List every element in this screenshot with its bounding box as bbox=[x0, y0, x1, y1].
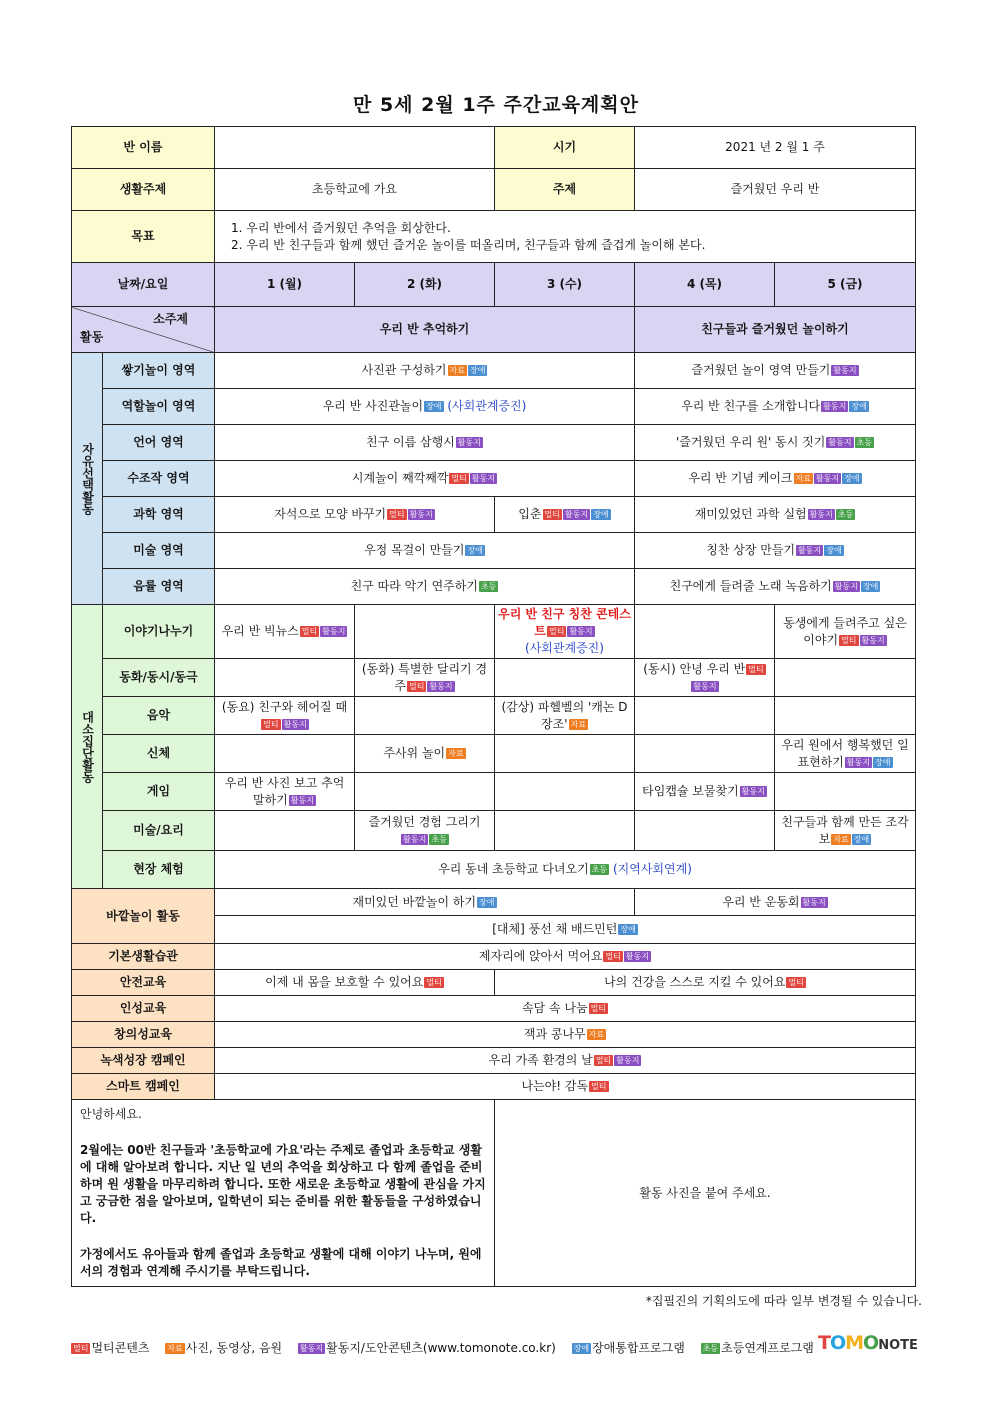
period-value: 2021 년 2 월 1 주 bbox=[635, 127, 916, 169]
day-tue: 2 (화) bbox=[355, 263, 495, 307]
subtopic-row bbox=[72, 307, 916, 353]
habits-row bbox=[72, 944, 916, 970]
activity-cell: '즐거웠던 우리 원' 동시 짓기 활동지 초등 bbox=[635, 425, 916, 461]
field-label: 현장 체험 bbox=[103, 851, 215, 889]
empty-cell bbox=[635, 811, 775, 851]
empty-cell bbox=[775, 659, 916, 697]
area-label: 미술 영역 bbox=[103, 533, 215, 569]
activity-cell: 타임캡슐 보물찾기 활동지 bbox=[635, 773, 775, 811]
empty-cell bbox=[215, 811, 355, 851]
empty-cell bbox=[495, 659, 635, 697]
empty-cell bbox=[355, 697, 495, 735]
activity-cell: 제자리에 앉아서 먹어요 멀티 활동지 bbox=[215, 944, 916, 970]
activity-cell: (동화) 특별한 달리기 경주 멀티 활동지 bbox=[355, 659, 495, 697]
free-play-row bbox=[72, 497, 916, 533]
activity-cell: 친구들과 함께 만든 조각보 자료 장애 bbox=[775, 811, 916, 851]
tomonote-logo: TOMONOTE bbox=[818, 1332, 918, 1354]
fairy-label: 동화/동시/동극 bbox=[103, 659, 215, 697]
area-label: 역할놀이 영역 bbox=[103, 389, 215, 425]
day-thu: 4 (목) bbox=[635, 263, 775, 307]
body-label: 신체 bbox=[103, 735, 215, 773]
goal-item: 1. 우리 반에서 즐거웠던 추억을 회상한다. bbox=[231, 220, 451, 235]
green-row bbox=[72, 1048, 916, 1074]
activity-cell: 즐거웠던 놀이 영역 만들기 활동지 bbox=[635, 353, 916, 389]
weekly-plan-table bbox=[71, 126, 916, 1287]
day-fri: 5 (금) bbox=[775, 263, 916, 307]
notice-row bbox=[72, 1100, 916, 1287]
theme-label: 주제 bbox=[495, 169, 635, 211]
group-activities-label: 대소집단활동 bbox=[72, 605, 103, 889]
tag-activity: 활동지 bbox=[833, 366, 857, 375]
theme-row bbox=[72, 169, 916, 211]
green-label: 녹색성장 캠페인 bbox=[72, 1048, 215, 1074]
life-theme-value: 초등학교에 가요 bbox=[215, 169, 495, 211]
theme-value: 즐거웠던 우리 반 bbox=[635, 169, 916, 211]
class-value bbox=[215, 127, 495, 169]
empty-cell bbox=[355, 773, 495, 811]
parent-notice bbox=[72, 1100, 495, 1287]
group-row-game bbox=[72, 773, 916, 811]
activity-cell: (감상) 파헬벨의 '캐논 D장조' 자료 bbox=[495, 697, 635, 735]
safety-label: 안전교육 bbox=[72, 970, 215, 996]
legend-item: 초등 초등연계프로그램 bbox=[702, 1341, 814, 1355]
group-row-fairy bbox=[72, 659, 916, 697]
tag-elementary: 초등 bbox=[856, 438, 873, 447]
activity-cell: 우리 반 친구 칭찬 콘테스트 멀티 활동지 (사회관계증진) bbox=[495, 605, 635, 659]
notice-paragraph: 가정에서도 유아들과 함께 졸업과 초등학교 생활에 대해 이야기 나누며, 원에서의 경험과 연계해 주시기를 부탁드립니다. bbox=[80, 1247, 482, 1278]
legend bbox=[71, 1339, 826, 1356]
empty-cell bbox=[775, 697, 916, 735]
character-row bbox=[72, 996, 916, 1022]
empty-cell bbox=[495, 735, 635, 773]
area-label: 쌓기놀이 영역 bbox=[103, 353, 215, 389]
activity-cell: [대체] 풍선 채 배드민턴 장애 bbox=[215, 916, 916, 944]
free-play-group-label: 자유선택활동 bbox=[72, 353, 103, 605]
activity-cell: 우리 반 사진관놀이 장애 (사회관계증진) bbox=[215, 389, 635, 425]
music-label: 음악 bbox=[103, 697, 215, 735]
goal-row bbox=[72, 211, 916, 263]
activity-cell: 우리 가족 환경의 날 멀티 활동지 bbox=[215, 1048, 916, 1074]
empty-cell bbox=[215, 735, 355, 773]
smart-label: 스마트 캠페인 bbox=[72, 1074, 215, 1100]
legend-item: 장애 장애통합프로그램 bbox=[573, 1341, 685, 1355]
goal-item: 2. 우리 반 친구들과 함께 했던 즐거운 놀이를 떠올리며, 친구들과 함께 즐겁게 놀이해 본다. bbox=[231, 237, 706, 252]
smart-row bbox=[72, 1074, 916, 1100]
empty-cell bbox=[495, 811, 635, 851]
free-play-row bbox=[72, 353, 916, 389]
activity-cell: 우리 동네 초등학교 다녀오기 초등 (지역사회연계) bbox=[215, 851, 916, 889]
art-label: 미술/요리 bbox=[103, 811, 215, 851]
footnote: *집필진의 기획의도에 따라 일부 변경될 수 있습니다. bbox=[645, 1294, 922, 1308]
activity-cell: 재미있던 바깥놀이 하기 장애 bbox=[215, 889, 635, 916]
safety-row bbox=[72, 970, 916, 996]
empty-cell bbox=[635, 605, 775, 659]
tag-multi: 멀티 bbox=[451, 474, 467, 483]
activity-cell: 즐거웠던 경험 그리기활동지 초등 bbox=[355, 811, 495, 851]
legend-item: 활동지 활동지/도안콘텐츠(www.tomonote.co.kr) bbox=[299, 1341, 556, 1355]
notice-paragraph: 2월에는 00반 친구들과 '초등학교에 가요'라는 주제로 졸업과 초등학교 생활에 대해 알아보려 합니다. 지난 일 년의 추억을 회상하고 다 함께 졸업을 준비하며 원 생활을 마무리하려 합니다. 또한 새로운 초등학교 생활에 관심을 가지고 궁금한 점을 알아보며, 일학년이 되는 준비를 위한 활동들을 구성하였습니다. bbox=[80, 1143, 486, 1225]
activity-cell: 우리 원에서 행복했던 일 표현하기 활동지 장애 bbox=[775, 735, 916, 773]
tag-resource: 자료 bbox=[449, 366, 465, 375]
activity-cell: 우리 반 친구를 소개합니다 활동지 장애 bbox=[635, 389, 916, 425]
area-label: 과학 영역 bbox=[103, 497, 215, 533]
day-wed: 3 (수) bbox=[495, 263, 635, 307]
activity-cell: 우리 반 빅뉴스 멀티 활동지 bbox=[215, 605, 355, 659]
empty-cell bbox=[635, 697, 775, 735]
group-row-story bbox=[72, 605, 916, 659]
free-play-row bbox=[72, 569, 916, 605]
activity-cell: 나는야! 감독 멀티 bbox=[215, 1074, 916, 1100]
activity-cell: 시계놀이 째깍째깍 멀티 활동지 bbox=[215, 461, 635, 497]
area-label: 언어 영역 bbox=[103, 425, 215, 461]
group-row-field bbox=[72, 851, 916, 889]
free-play-row bbox=[72, 461, 916, 497]
corner-activity: 활동 bbox=[80, 330, 104, 344]
class-row bbox=[72, 127, 916, 169]
activity-cell: 우리 반 기념 케이크 자료 활동지 장애 bbox=[635, 461, 916, 497]
days-row bbox=[72, 263, 916, 307]
goal-list bbox=[215, 211, 916, 263]
group-row-music bbox=[72, 697, 916, 735]
day-mon: 1 (월) bbox=[215, 263, 355, 307]
empty-cell bbox=[495, 773, 635, 811]
notice-greeting: 안녕하세요. bbox=[80, 1107, 142, 1121]
period-label: 시기 bbox=[495, 127, 635, 169]
habits-label: 기본생활습관 bbox=[72, 944, 215, 970]
legend-item: 자료 사진, 동영상, 음원 bbox=[167, 1341, 283, 1355]
free-play-row bbox=[72, 425, 916, 461]
activity-cell: 친구에게 들려줄 노래 녹음하기 활동지 장애 bbox=[635, 569, 916, 605]
days-label: 날짜/요일 bbox=[72, 263, 215, 307]
free-play-row bbox=[72, 533, 916, 569]
free-play-row bbox=[72, 389, 916, 425]
class-label: 반 이름 bbox=[72, 127, 215, 169]
page-title: 만 5세 2월 1주 주간교육계획안 bbox=[352, 94, 639, 116]
activity-cell: 친구 이름 삼행시 활동지 bbox=[215, 425, 635, 461]
subtopic-corner bbox=[72, 307, 215, 353]
corner-subtopic: 소주제 bbox=[153, 312, 188, 326]
activity-cell: (동시) 안녕 우리 반 멀티활동지 bbox=[635, 659, 775, 697]
activity-cell: 우정 목걸이 만들기 장애 bbox=[215, 533, 635, 569]
subtopic-1: 우리 반 추억하기 bbox=[215, 307, 635, 353]
life-theme-label: 생활주제 bbox=[72, 169, 215, 211]
activity-cell: 사진관 구성하기 자료 장애 bbox=[215, 353, 635, 389]
area-label: 수조작 영역 bbox=[103, 461, 215, 497]
empty-cell bbox=[355, 605, 495, 659]
activity-cell: 속담 속 나눔 멀티 bbox=[215, 996, 916, 1022]
activity-cell: 우리 반 사진 보고 추억 말하기 활동지 bbox=[215, 773, 355, 811]
activity-cell: 나의 건강을 스스로 지킬 수 있어요 멀티 bbox=[495, 970, 916, 996]
tag-disability: 장애 bbox=[469, 366, 486, 375]
empty-cell bbox=[215, 659, 355, 697]
activity-cell: 자석으로 모양 바꾸기 멀티 활동지 bbox=[215, 497, 495, 533]
group-row-body bbox=[72, 735, 916, 773]
creativity-label: 창의성교육 bbox=[72, 1022, 215, 1048]
creativity-row bbox=[72, 1022, 916, 1048]
activity-cell: 동생에게 들려주고 싶은 이야기 멀티 활동지 bbox=[775, 605, 916, 659]
activity-cell: 주사위 놀이 자료 bbox=[355, 735, 495, 773]
photo-area: 활동 사진을 붙여 주세요. bbox=[495, 1100, 916, 1287]
story-label: 이야기나누기 bbox=[103, 605, 215, 659]
character-label: 인성교육 bbox=[72, 996, 215, 1022]
activity-cell: 친구 따라 악기 연주하기 초등 bbox=[215, 569, 635, 605]
outdoor-row bbox=[72, 889, 916, 916]
legend-item: 멀티 멀티콘텐츠 bbox=[73, 1341, 150, 1355]
activity-cell: 재미있었던 과학 실험 활동지 초등 bbox=[635, 497, 916, 533]
goal-label: 목표 bbox=[72, 211, 215, 263]
area-label: 음률 영역 bbox=[103, 569, 215, 605]
game-label: 게임 bbox=[103, 773, 215, 811]
tag-disability: 장애 bbox=[426, 402, 442, 411]
empty-cell bbox=[775, 773, 916, 811]
subtopic-2: 친구들과 즐거웠던 놀이하기 bbox=[635, 307, 916, 353]
activity-cell: 이제 내 몸을 보호할 수 있어요 멀티 bbox=[215, 970, 495, 996]
empty-cell bbox=[635, 735, 775, 773]
group-row-art bbox=[72, 811, 916, 851]
activity-cell: 잭과 콩나무 자료 bbox=[215, 1022, 916, 1048]
activity-cell: (동요) 친구와 헤어질 때멀티 활동지 bbox=[215, 697, 355, 735]
activity-cell: 칭찬 상장 만들기 활동지 장애 bbox=[635, 533, 916, 569]
outdoor-label: 바깥놀이 활동 bbox=[72, 889, 215, 944]
activity-cell: 입춘 멀티 활동지 장애 bbox=[495, 497, 635, 533]
activity-cell: 우리 반 운동회 활동지 bbox=[635, 889, 916, 916]
